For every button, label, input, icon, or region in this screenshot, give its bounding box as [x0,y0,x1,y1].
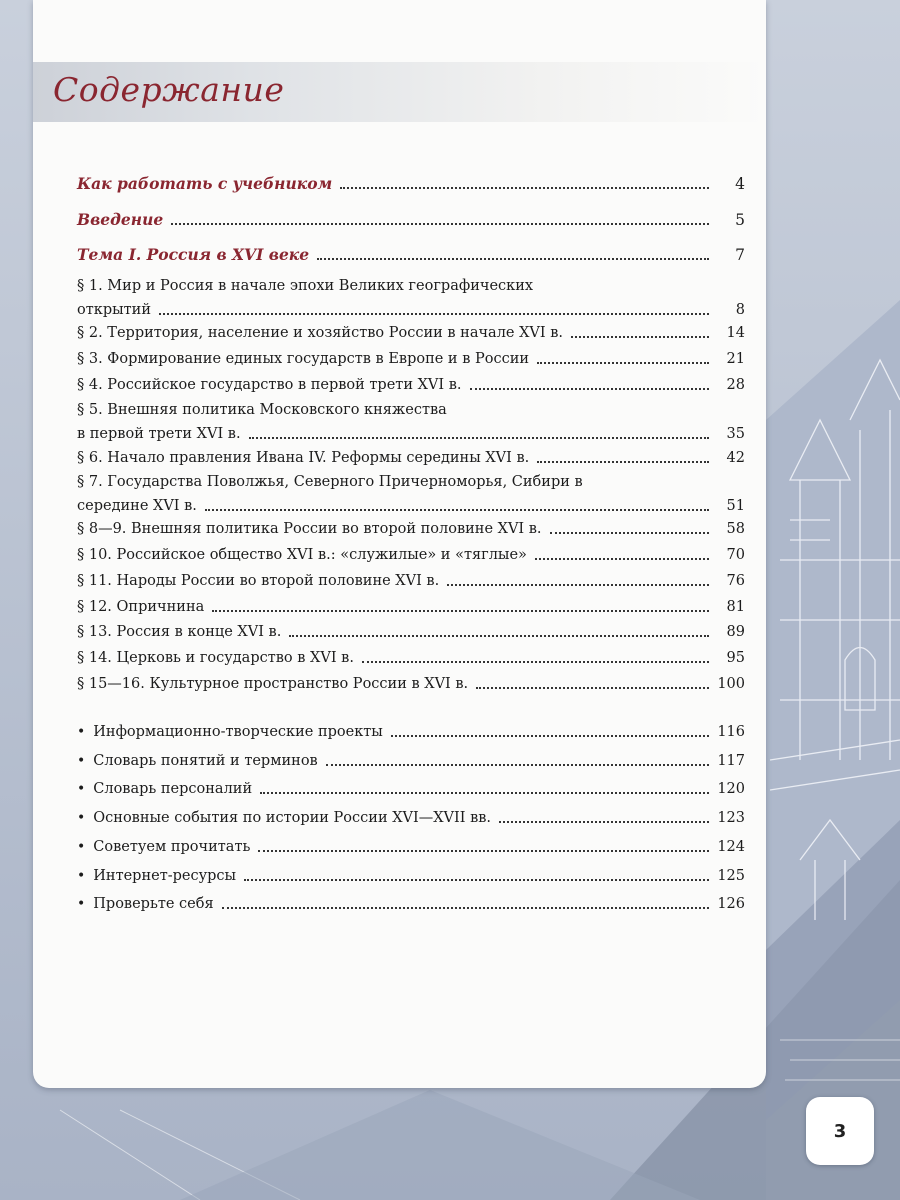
contents-panel [33,0,766,1088]
leader-dots [537,361,709,364]
page-title: Содержание [53,70,285,109]
toc-entry-section-8-9[interactable]: § 8—9. Внешняя политика России во второй половине XVI в. 58 [77,521,745,537]
toc-entry-section-10[interactable]: § 10. Российское общество XVI в.: «служилые» и «тяглые» 70 [77,547,745,563]
toc-entry-reading[interactable]: • Советуем прочитать 124 [77,835,745,859]
toc-entry-persons[interactable]: • Словарь персоналий 120 [77,777,745,801]
toc-entry-topic-1[interactable]: Тема I. Россия в XVI веке 7 [77,245,745,264]
leader-dots [550,531,709,534]
leader-dots [470,387,710,390]
leader-dots [571,335,709,338]
toc-entry-self-check[interactable]: • Проверьте себя 126 [77,892,745,916]
leader-dots [340,186,709,189]
toc-entry-section-11[interactable]: § 11. Народы России во второй половине XVI в. 76 [77,573,745,589]
toc-entry-section-4[interactable]: § 4. Российское государство в первой трети XVI в. 28 [77,377,745,393]
toc-entry-internet-resources[interactable]: • Интернет-ресурсы 125 [77,864,745,888]
leader-dots [249,436,709,439]
leader-dots [535,557,709,560]
toc-entry-section-12[interactable]: § 12. Опричнина 81 [77,599,745,615]
toc-entry-section-6[interactable]: § 6. Начало правления Ивана IV. Реформы середины XVI в. 42 [77,450,745,466]
leader-dots [476,686,709,689]
leader-dots [289,634,709,637]
leader-dots [537,460,709,463]
leader-dots [362,660,709,663]
toc-entry-section-5[interactable]: § 5. Внешняя политика Московского княжества в первой трети XVI в. 35 [77,402,745,442]
toc-entry-main-events[interactable]: • Основные события по истории России XVI—XVII вв. 123 [77,806,745,830]
leader-dots [222,906,709,909]
leader-dots [159,312,709,315]
toc-entry-section-1[interactable]: § 1. Мир и Россия в начале эпохи Великих географических открытий 8 [77,278,745,318]
toc-entry-projects[interactable]: • Информационно-творческие проекты 116 [77,720,745,744]
toc-entry-section-15-16[interactable]: § 15—16. Культурное пространство России в XVI в. 100 [77,676,745,692]
toc-entry-introduction[interactable]: Введение 5 [77,210,745,229]
toc-entry-section-13[interactable]: § 13. Россия в конце XVI в. 89 [77,624,745,640]
leader-dots [447,583,709,586]
leader-dots [212,609,709,612]
leader-dots [171,222,709,225]
page-number: 3 [806,1097,874,1165]
leader-dots [260,791,709,794]
toc-entry-section-14[interactable]: § 14. Церковь и государство в XVI в. 95 [77,650,745,666]
leader-dots [499,820,709,823]
leader-dots [205,508,709,511]
toc-entry-section-2[interactable]: § 2. Территория, население и хозяйство России в начале XVI в. 14 [77,325,745,341]
toc-entry-section-3[interactable]: § 3. Формирование единых государств в Европе и в России 21 [77,351,745,367]
leader-dots [391,734,709,737]
leader-dots [326,763,709,766]
toc-entry-how-to-use[interactable]: Как работать с учебником 4 [77,174,745,193]
toc-entry-section-7[interactable]: § 7. Государства Поволжья, Северного Причерноморья, Сибири в середине XVI в. 51 [77,474,745,514]
leader-dots [258,849,709,852]
leader-dots [244,878,709,881]
leader-dots [317,257,709,260]
toc-entry-glossary[interactable]: • Словарь понятий и терминов 117 [77,749,745,773]
